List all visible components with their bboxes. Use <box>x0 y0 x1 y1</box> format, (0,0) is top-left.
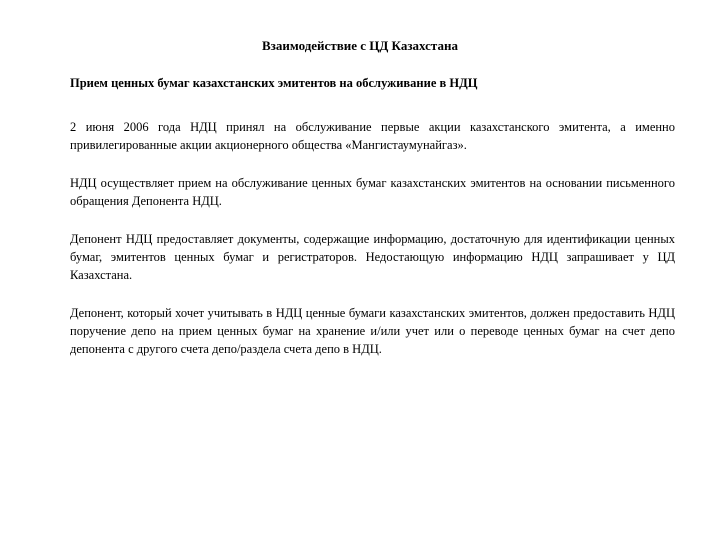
section-heading: Прием ценных бумаг казахстанских эмитентов на обслуживание в НДЦ <box>70 76 478 90</box>
paragraph-first-shares: 2 июня 2006 года НДЦ принял на обслуживание первые акции казахстанского эмитента, а именно привилегированные акции акционерного общества «Мангистаумунайгаз». <box>70 120 675 152</box>
paragraph-documents: Депонент НДЦ предоставляет документы, содержащие информацию, достаточную для идентификации ценных бумаг, эмитентов ценных бумаг и регистраторов. Недостающую информацию НДЦ запрашивает у ЦД Казахстана. <box>70 232 675 282</box>
paragraph-depo-order: Депонент, который хочет учитывать в НДЦ ценные бумаги казахстанских эмитентов, должен предоставить НДЦ поручение депо на прием ценных бумаг на хранение и/или учет или о переводе ценных бумаг на счет депо депонента с другого счета депо/раздела счета депо в НДЦ. <box>70 306 675 356</box>
paragraph-acceptance-basis: НДЦ осуществляет прием на обслуживание ценных бумаг казахстанских эмитентов на основании письменного обращения Депонента НДЦ. <box>70 176 675 208</box>
page-title: Взаимодействие с ЦД Казахстана <box>262 38 458 53</box>
